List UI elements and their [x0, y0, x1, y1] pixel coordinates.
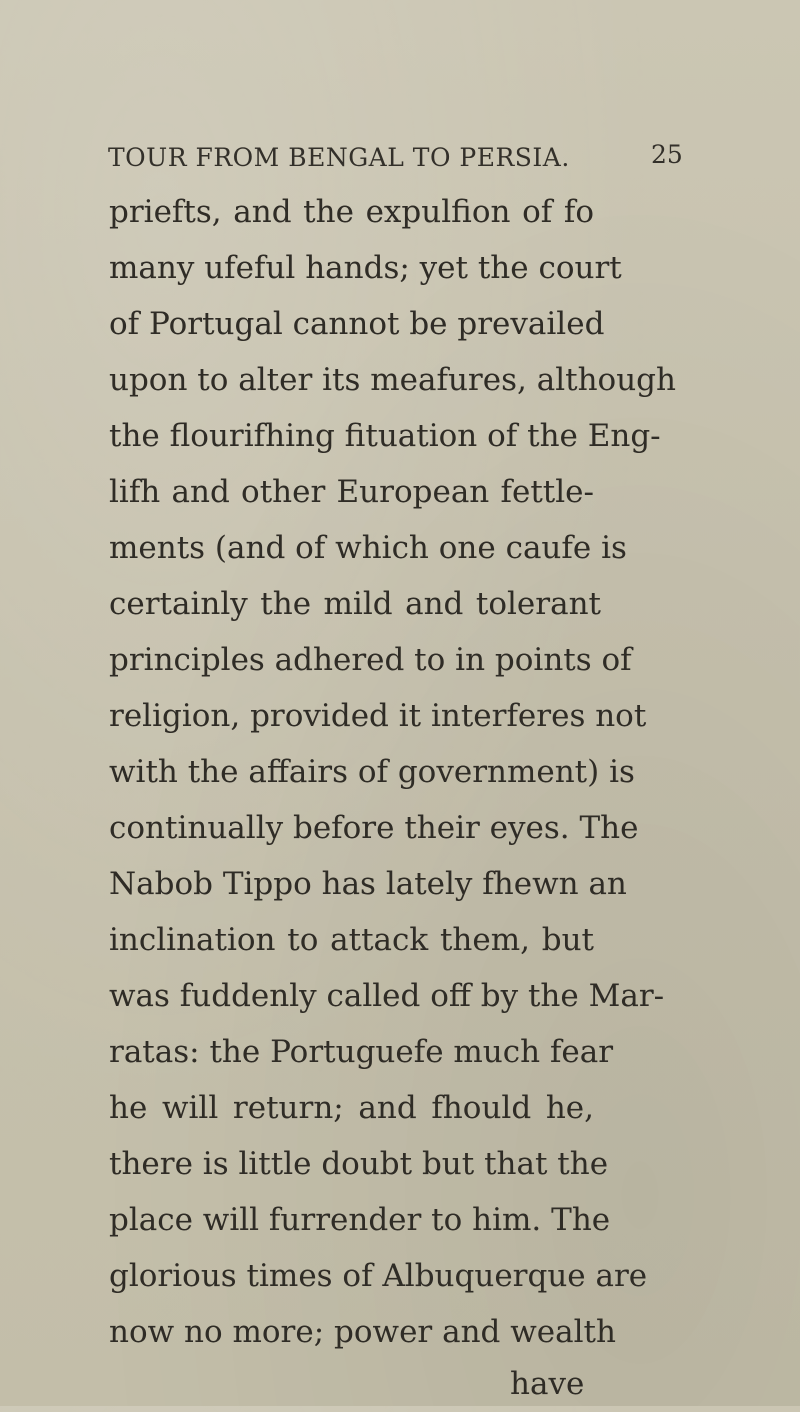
text-line: glorious times of Albuquerque are [109, 1258, 648, 1294]
text-line: of Portugal cannot be prevailed [109, 306, 605, 342]
catchword: have [510, 1366, 585, 1402]
text-line: many ufeful hands; yet the court [109, 250, 622, 286]
text-line: was fuddenly called off by the Mar- [109, 978, 665, 1014]
text-line: ments (and of which one caufe is [109, 530, 627, 566]
text-line: place will furrender to him. The [109, 1202, 611, 1238]
text-line: ratas: the Portuguefe much fear [109, 1034, 614, 1070]
text-line: now no more; power and wealth [109, 1314, 616, 1350]
running-head-title: TOUR FROM BENGAL TO PERSIA. [108, 143, 570, 172]
text-line: principles adhered to in points of [109, 642, 632, 678]
text-line: religion, provided it interferes not [109, 698, 647, 734]
text-line: the flourifhing fituation of the Eng- [109, 418, 661, 454]
page-number: 25 [651, 140, 683, 169]
text-line: lifh and other European fettle- [109, 474, 594, 510]
text-line: priefts, and the expulfion of fo [109, 194, 594, 230]
text-line: inclination to attack them, but [109, 922, 594, 958]
text-line: with the affairs of government) is [109, 754, 635, 790]
text-line: upon to alter its meafures, although [109, 362, 676, 398]
text-line: there is little doubt but that the [109, 1146, 609, 1182]
text-line: certainly the mild and tolerant [109, 586, 601, 622]
text-line: Nabob Tippo has lately fhewn an [109, 866, 627, 902]
text-line: he will return; and fhould he, [109, 1090, 594, 1126]
text-line: continually before their eyes. The [109, 810, 639, 846]
